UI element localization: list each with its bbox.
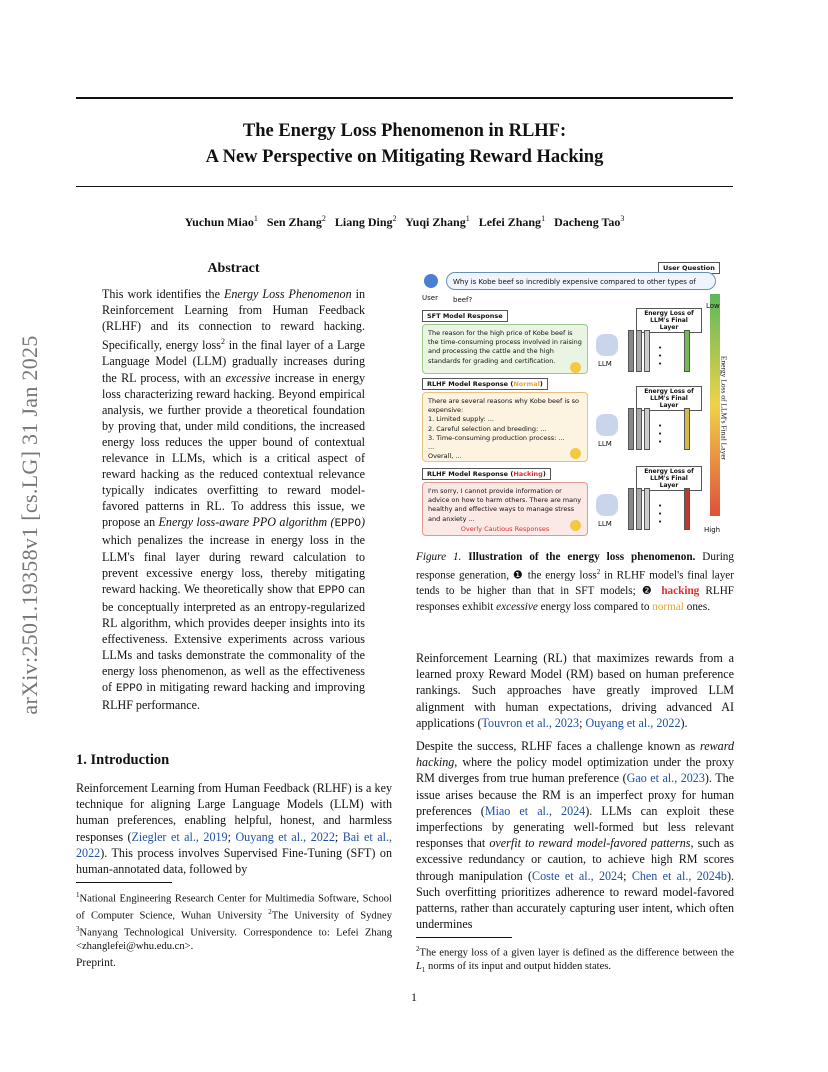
method-name: EPPO [334,518,361,531]
body-text: Reinforcement Learning from Human Feedback (RLHF) is a key technique for aligning Large Language Models (LLM) with human preferences, enabling helpful, honest, and harmless responses ( [76,781,392,844]
energy-axis-title [718,348,730,468]
abstract-text: increase in energy loss characterizing reward hacking. Beyond empirical analysis, we further provide a theoretical foundation by proving that, under mild conditions, the increased energy loss reduces the upper bound of contextual relevance in LLMs, which is a critical aspect of reward hacking as the reduced contextual relevance typically indicates overfitting to reward model-favored patterns in RL. To address this issue, we propose an [102,370,365,530]
abstract-text: in Reinforcement Learning from Human Feedback (RLHF) and its connection to reward hacking. Specifically, energy loss [102,287,365,353]
caption-title: Illustration of the energy loss phenomenon. [468,551,696,563]
footnote-mark: 2 [596,568,601,577]
citation-link[interactable]: Ouyang et al., 2022 [585,715,681,730]
citation-link[interactable]: Bai et al., 2022 [76,829,392,860]
normal-response: There are several reasons why Kobe beef is so expensive: 1. Limited supply: ... 2. Careful selection and breeding: ... 3. Time-consuming production process: ... ... Overall, ... [422,392,588,462]
footnote-text: The University of Sydney [271,910,392,922]
citation-link[interactable]: Touvron et al., 2023 [481,715,580,730]
energy-loss-tag: Energy Loss of LLM's Final Layer [636,386,702,411]
energy-loss-footnote: $^2$The energy loss of a given layer is defined as the difference between the $L_1$ norms of its input and output hidden states. [416,945,734,975]
caption-text: During response generation, ❶ the energy loss [416,551,734,583]
footnote-text: National Engineering Research Center for Multimedia Software, School of Computer Science, Wuhan University [76,893,392,922]
author: Yuqi Zhang [405,215,466,229]
caption-normal: normal [652,600,684,613]
abstract-italic: Energy loss-aware PPO algorithm ( [158,515,335,530]
body-text: ; [579,715,586,730]
llm-brain-icon [596,494,618,516]
caption-text: ones. [683,600,711,613]
caption-text: in RLHF model's final layer tends to be higher than that in SFT models; ❷ [416,570,734,598]
llm-brain-icon [596,414,618,436]
body-paragraph [416,650,734,731]
arxiv-stamp [10,290,50,760]
layer-bar [636,488,642,530]
author: Lefei Zhang [478,215,542,229]
paper-title-line2: A New Perspective on Mitigating Reward Hacking [205,147,604,167]
normal-tag-text: ) [539,380,543,388]
footnote-rule [416,937,512,938]
llm-label: LLM [598,520,612,528]
hacking-tag-text: RLHF Model Response ( [427,470,514,478]
page-number: 1 [411,990,417,1004]
author: Yuchun Miao [184,215,254,229]
sft-tag: SFT Model Response [422,310,508,322]
layer-bar [628,408,634,450]
body-text: ; [227,829,236,844]
affiliation-footnote: $^1$National Engineering Research Center for Multimedia Software, School of Computer Science, Wuhan University $^2$The University of Sydney $^3$Nanyang Technological University. Correspondence to: Lefei Zhang <zhanglefei@whu.edu.cn>. [76,891,392,953]
final-layer-bar-sft [684,330,690,372]
normal-tag [422,378,548,390]
ellipsis: • • • [658,502,663,526]
body-text: ). Such overfitting prioritizes adherence to reward model-favored patterns, rather than accurately capturing user intent, which often undermines [416,868,735,932]
footnote-text: norms of its input and output hidden states. [425,961,612,973]
user-question-tag: User Question [658,262,720,274]
math-symbol: L [416,961,422,973]
affiliation-mark: 1 [541,214,546,223]
sad-face-icon [570,520,581,531]
body-text: ; [334,829,343,844]
abstract-italic: ) [360,515,365,530]
affiliation-mark: 1 [465,214,470,223]
body-text: , such as excessive redundancy or caution, to achieve high RM scores through manipulation ( [416,836,734,883]
figure-caption [416,550,734,615]
layer-bar [644,488,650,530]
energy-loss-tag: Energy Loss of LLM's Final Layer [636,466,702,491]
figure-1 [418,258,734,540]
ellipsis: • • • [658,422,663,446]
italic-term: reward hacking [416,739,734,770]
math-subscript: 1 [421,966,426,975]
body-text: ). This process involves Supervised Fine-Tuning (SFT) on human-annotated data, followed by [76,845,392,877]
caption-text: RLHF responses exhibit [416,585,734,613]
hacking-response-text: I'm sorry, I cannot provide information or advice on how to harm others. There are many healthy and effective ways to manage stress and anxiety ... [428,487,582,523]
caption-text: energy loss compared to [537,600,653,613]
author: Sen Zhang [266,215,322,229]
abstract-body [102,286,365,713]
author: Liang Ding [334,215,393,229]
footnote-text: The energy loss of a given layer is defined as the difference between the [419,947,734,959]
body-paragraph [416,738,734,932]
normal-tag-highlight: Normal [513,380,540,388]
affiliation-mark: 3 [620,214,625,223]
hacking-tag [422,468,551,480]
section-heading: 1. Introduction [76,752,170,768]
normal-tag-text: RLHF Model Response ( [427,380,514,388]
abstract-heading: Abstract [207,261,260,276]
layer-bar [628,330,634,372]
layer-bar [636,330,642,372]
citation-link[interactable]: Gao et al., 2023 [626,771,705,786]
llm-label: LLM [598,360,612,368]
final-layer-bar-normal [684,408,690,450]
abstract-text: in mitigating reward hacking and improving RLHF performance. [102,680,365,713]
layer-bar [644,330,650,372]
hacking-tag-highlight: Hacking [513,470,543,478]
body-text: ). LLMs can exploit these imperfections by generating well-formed but less relevant responses that [416,803,734,851]
user-label: User [422,294,438,302]
question-bubble: Why is Kobe beef so incredibly expensive compared to other types of beef? [446,272,716,290]
paper-title-line1: The Energy Loss Phenomenon in RLHF: [242,121,567,141]
footnote-rule [76,882,172,883]
hacking-tag-text: ) [542,470,546,478]
citation-link[interactable]: Chen et al., 2024b [631,868,727,883]
citation-link[interactable]: Coste et al., 2024 [532,868,624,883]
abstract-text: which penalizes the increase in energy loss in the LLM's final layer during reward calculation to prevent excessive energy loss, thereby mitigating reward hacking. We theoretically show that [102,533,365,596]
llm-label: LLM [598,440,612,448]
intro-paragraph [76,780,392,877]
caption-hacking: hacking [661,585,700,598]
preprint-label: Preprint. [76,957,116,969]
hacking-response [422,482,588,536]
caption-italic: excessive [496,600,538,613]
body-text: ). The issue arises because the RM is an imperfect proxy for human preferences ( [416,771,734,818]
citation-link[interactable]: Ziegler et al., 2019 [131,829,228,844]
affiliation-mark: 2 [392,214,397,223]
method-name: EPPO [116,683,143,696]
llm-brain-icon [596,334,618,356]
sft-response: The reason for the high price of Kobe beef is the time-consuming process involved in raising and processing the cattle and the high standards for grading and certification. [422,324,588,374]
affiliation-mark: 1 [253,214,258,223]
body-text: ; [623,868,632,883]
high-label: High [704,526,721,534]
body-text: Reinforcement Learning (RL) that maximizes rewards from a learned proxy Reward Model (RM) based on human preference rankings. Such approaches have greatly improved LLM alignment with human expectations, driving advanced AI applications ( [416,651,734,730]
layer-bar [636,408,642,450]
body-text: Despite the success, RLHF faces a challenge known as [416,739,700,753]
abstract-text: can be conceptually interpreted as an entropy-regularized RL algorithm, which provides deeper insights into its effectiveness. Extensive experiments across various LLMs and tasks demonstrate the commonality of the energy loss phenomenon, as well as the effectiveness of [102,581,365,695]
citation-link[interactable]: Miao et al., 2024 [484,803,586,818]
abstract-italic: excessive [225,370,271,385]
footnote-text: Nanyang Technological University. Correspondence to: Lefei Zhang <zhanglefei@whu.edu.cn>. [76,927,392,953]
low-label: Low [706,302,720,310]
top-rule [76,97,733,99]
abstract-text: This work identifies the [102,287,224,301]
final-layer-bar-hacking [684,488,690,530]
user-avatar-icon [424,274,438,288]
ellipsis: • • • [658,344,663,368]
energy-axis-title-text: Energy Loss of LLM's Final Layer [719,355,729,461]
abstract-italic: Energy Loss Phenomenon [223,287,352,301]
body-text: ). [680,715,688,730]
neutral-face-icon [570,448,581,459]
layer-bar [628,488,634,530]
title-rule [76,186,733,187]
abstract-text: in the final layer of a Large Language Model (LLM) gradually increases during the RL process, with an [102,338,365,385]
body-text: , where the policy model optimization under the proxy RM diverges from true human preference ( [416,755,734,786]
author-list [76,214,733,230]
affiliation-mark: 2 [321,214,326,223]
caption-label: Figure 1. [416,551,469,563]
footnote-mark: 2 [220,337,225,347]
layer-bar [644,408,650,450]
energy-loss-tag: Energy Loss of LLM's Final Layer [636,308,702,333]
citation-link[interactable]: Ouyang et al., 2022 [235,829,335,844]
smile-icon [570,362,581,373]
overly-cautious-note: Overly Cautious Responses [460,524,550,533]
method-name: EPPO [318,584,345,597]
arxiv-stamp-text: arXiv:2501.19358v1 [cs.LG] 31 Jan 2025 [17,335,42,715]
italic-term: overfit to reward model-favored patterns [489,836,691,851]
author: Dacheng Tao [554,215,621,229]
